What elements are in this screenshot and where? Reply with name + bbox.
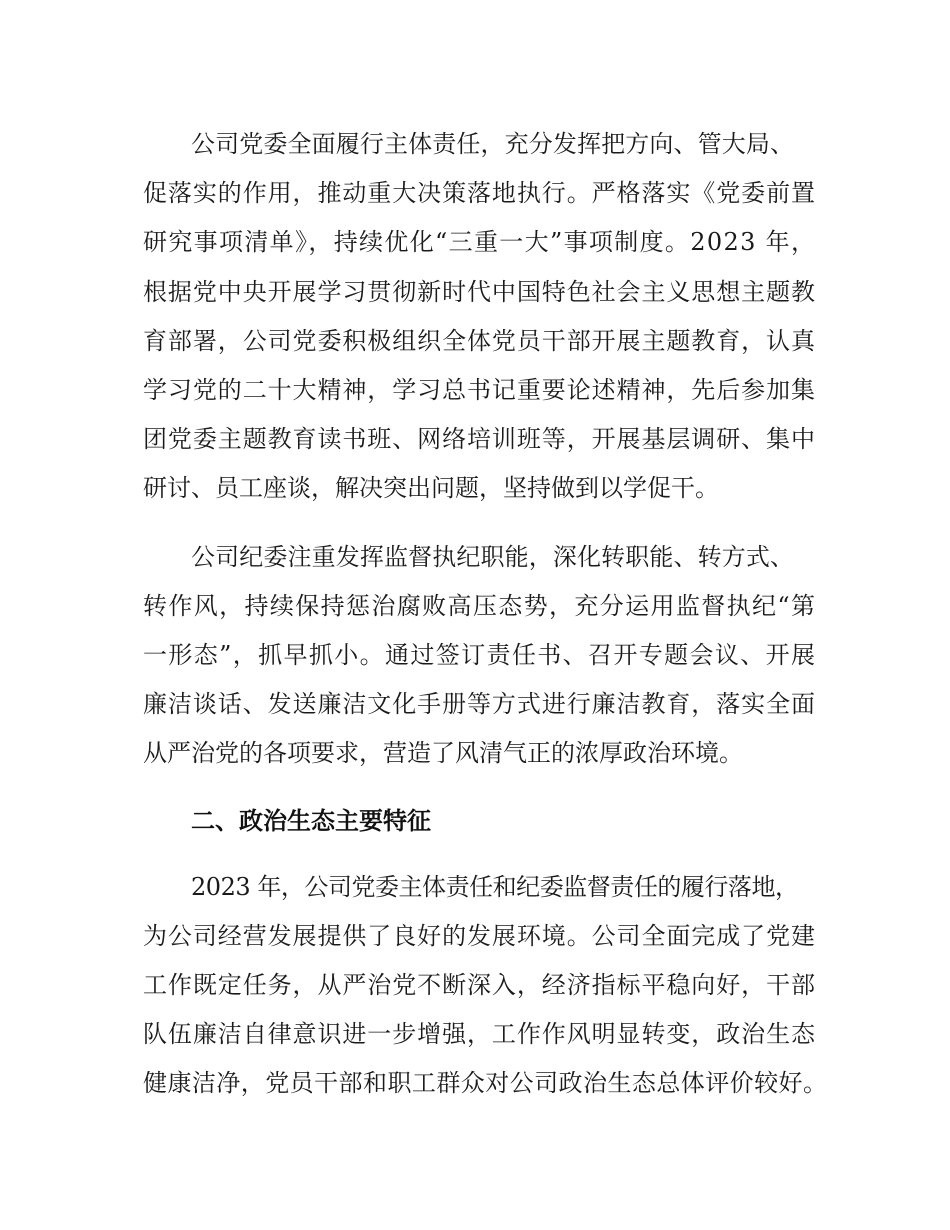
paragraph-1-line-3: 研究事项清单》，持续优化“三重一大”事项制度。2023 年， [143, 228, 817, 256]
paragraph-2-line-1: 公司纪委注重发挥监督执纪职能，深化转职能、转方式、 [191, 543, 795, 571]
paragraph-3-line-3: 工作既定任务，从严治党不断深入，经济指标平稳向好，干部 [143, 971, 816, 999]
paragraph-1-line-5: 育部署，公司党委积极组织全体党员干部开展主题教育，认真 [143, 327, 816, 355]
paragraph-2-line-4: 廉洁谈话、发送廉洁文化手册等方式进行廉洁教育，落实全面 [143, 690, 816, 718]
paragraph-1-line-6: 学习党的二十大精神，学习总书记重要论述精神，先后参加集 [143, 376, 816, 404]
paragraph-3-line-5: 健康洁净，党员干部和职工群众对公司政治生态总体评价较好。 [143, 1069, 828, 1097]
paragraph-2-line-2: 转作风，持续保持惩治腐败高压态势，充分运用监督执纪“第 [143, 592, 817, 620]
paragraph-2-line-5: 从严治党的各项要求，营造了风清气正的浓厚政治环境。 [143, 739, 743, 767]
paragraph-3-line-2: 为公司经营发展提供了良好的发展环境。公司全面完成了党建 [143, 922, 816, 950]
paragraph-1-line-2: 促落实的作用，推动重大决策落地执行。严格落实《党委前置 [143, 179, 816, 207]
paragraph-3-line-1: 2023 年，公司党委主体责任和纪委监督责任的履行落地， [191, 873, 799, 901]
paragraph-1-line-8: 研讨、员工座谈，解决突出问题，坚持做到以学促干。 [143, 474, 719, 502]
paragraph-2-line-3: 一形态”，抓早抓小。通过签订责任书、召开专题会议、开展 [143, 641, 817, 669]
section-heading: 二、政治生态主要特征 [191, 807, 431, 835]
paragraph-1-line-7: 团党委主题教育读书班、网络培训班等，开展基层调研、集中 [143, 425, 816, 453]
paragraph-3-line-4: 队伍廉洁自律意识进一步增强，工作作风明显转变，政治生态 [143, 1020, 816, 1048]
paragraph-1-line-4: 根据党中央开展学习贯彻新时代中国特色社会主义思想主题教 [143, 278, 816, 306]
paragraph-1-line-1: 公司党委全面履行主体责任，充分发挥把方向、管大局、 [191, 130, 795, 158]
